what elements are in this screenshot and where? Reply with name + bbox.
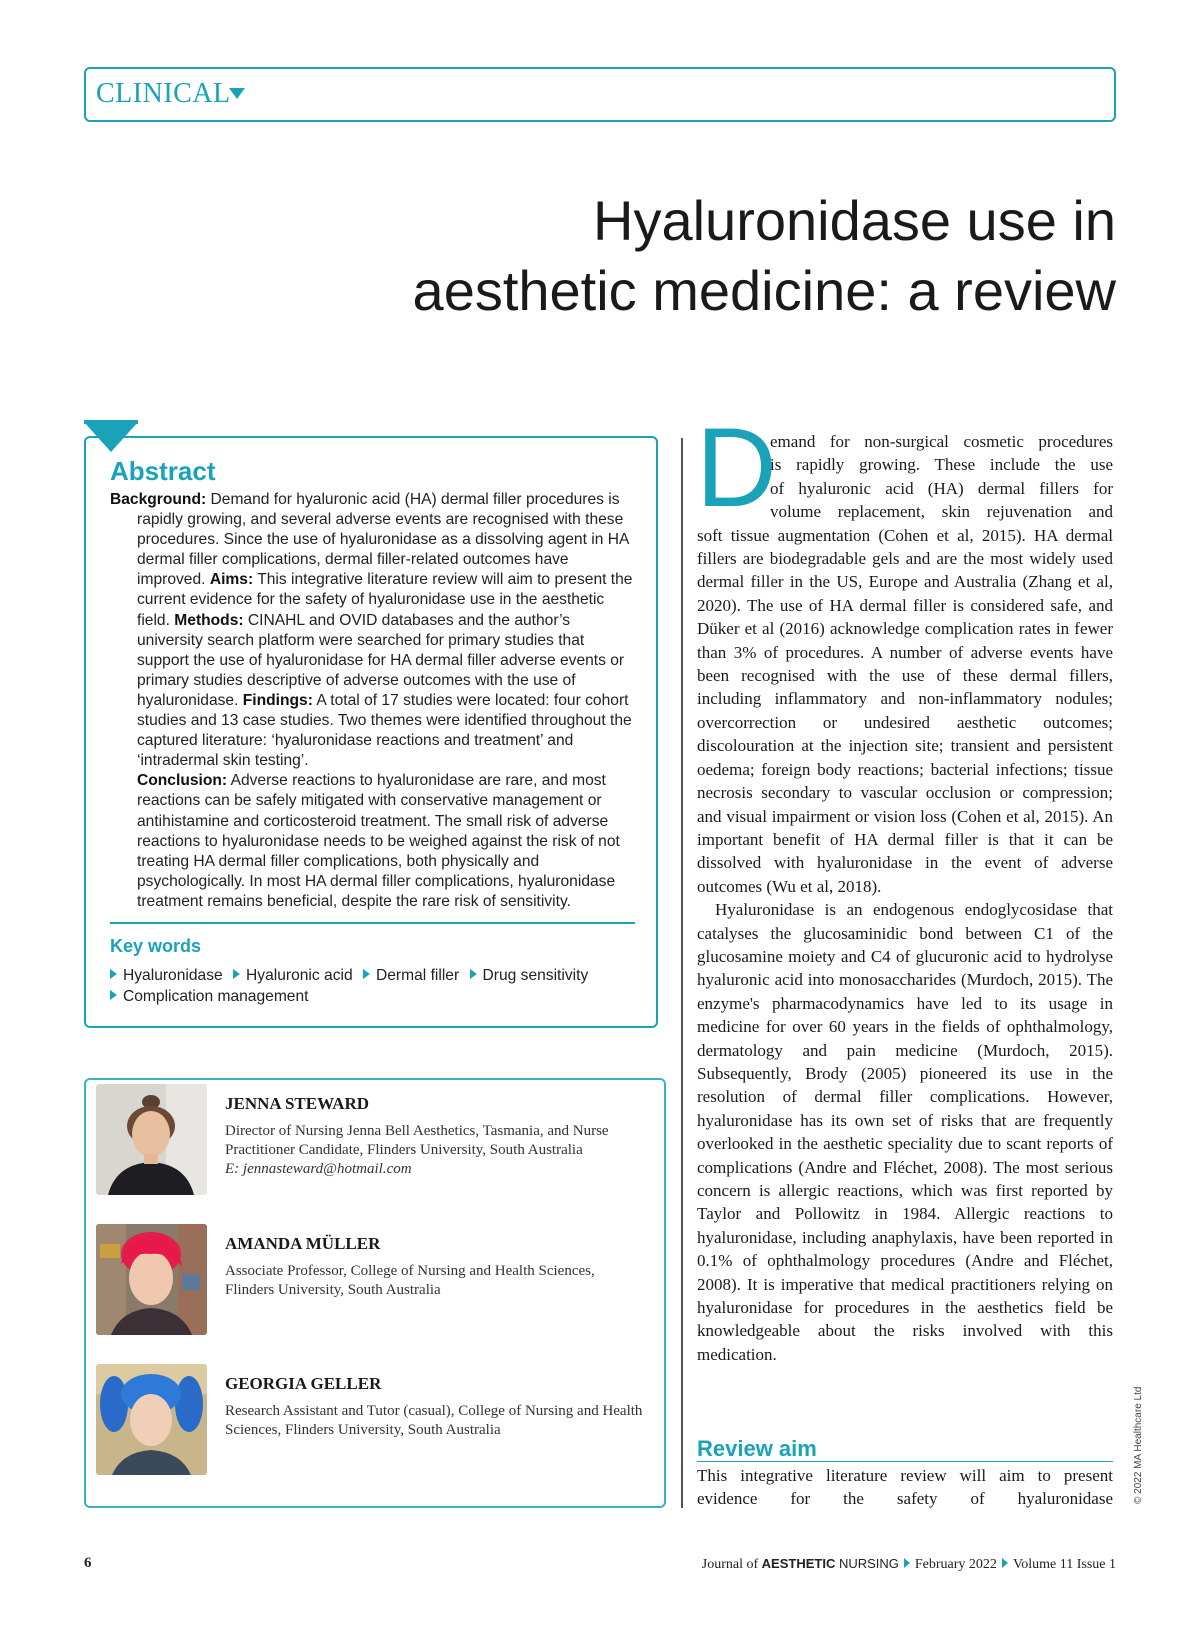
body-lead-line: volume replacement, skin rejuvenation and [770,502,1113,522]
drop-cap: D [696,405,777,530]
issue-volume: Volume 11 Issue 1 [1012,1557,1116,1572]
findings-text: A total of 17 studies were located: four cohort studies and 13 case studies. Two themes were identified throughout the captured literature: ‘hyaluronidase reactions and treatment’ and ‘intradermal skin testing’. [137,691,632,770]
article-body [697,430,1113,1366]
aims-label: Aims: [209,571,254,589]
triangle-right-icon [233,969,240,979]
triangle-down-icon [84,422,138,452]
triangle-right-icon [110,990,117,1000]
keywords-list [110,965,635,1007]
author-photo [96,1084,207,1195]
body-lead-line: emand for non-surgical cosmetic procedures [770,432,1113,451]
review-aim-text: This integrative literature review will aim to present evidence for the safety of hyaluronidase [697,1466,1113,1509]
triangle-right-icon [110,969,117,979]
conclusion-label: Conclusion: [137,772,228,790]
methods-label: Methods: [174,611,244,629]
abstract-paragraph-conclusion [110,771,636,912]
author-photo [96,1364,207,1475]
author-affiliation: Director of Nursing Jenna Bell Aesthetics, Tasmania, and Nurse Practitioner Candidate, Flinders University, South Australia E: jennasteward@hotmail.com [225,1123,609,1177]
background-label: Background: [110,491,207,508]
triangle-down-icon [229,88,245,99]
author-photo [96,1224,207,1335]
methods-text: CINAHL and OVID databases and the author’s university search platform were searched for primary studies that support the use of hyaluronidase for HA dermal filler adverse events or primary studies descriptive of adverse outcomes with the use of hyaluronidase. [137,611,625,709]
author-affiliation: Associate Professor, College of Nursing and Health Sciences, Flinders University, South Australia [225,1263,595,1298]
author-email: E: jennasteward@hotmail.com [225,1161,412,1177]
background-text: Demand for hyaluronic acid (HA) dermal filler procedures is rapidly growing, and several adverse events are recognised with these procedures. Since the use of hyaluronidase as a dissolving agent in HA dermal filler complications, dermal filler-related outcomes have improved. [137,491,629,589]
author-affiliation: Research Assistant and Tutor (casual), College of Nursing and Health Sciences, Flinders University, South Australia [225,1403,643,1438]
journal-name-bold: AESTHETIC [761,1556,836,1571]
copyright-notice: © 2022 MA Healthcare Ltd [1133,1386,1144,1504]
abstract-paragraph-main [110,490,636,771]
body-paragraph: soft tissue augmentation (Cohen et al, 2015). HA dermal fillers are biodegradable gels and are the most widely used dermal filler in the US, Europe and Australia (Zhang et al, 2020). The use of HA dermal filler is considered safe, and Düker et al (2016) acknowledge complication rates in fewer than 3% of procedures. A number of adverse events have been recognised with the use of these dermal fillers, including inflammatory and non-inflammatory nodules; overcorrection or undesired aesthetic outcomes; discolouration at the injection site; transient and persistent oedema; foreign body reactions; bacterial infections; tissue necrosis secondary to vascular occlusion or compression; and visual impairment or vision loss (Cohen et al, 2015). An important benefit of HA dermal filler is that it can be dissolved with hyaluronidase in the event of adverse outcomes (Wu et al, 2018). [697,525,1113,896]
body-lead-line: of hyaluronic acid (HA) dermal fillers for [770,478,1113,498]
aims-text: This integrative literature review will aim to present the current evidence for the safety of hyaluronidase use in the aesthetic field. [137,571,633,629]
keyword-item: Dermal filler [363,965,459,986]
author-name: GEORGIA GELLER [225,1374,382,1393]
keyword-item: Hyaluronic acid [233,965,353,986]
section-label: CLINICAL [96,78,231,109]
triangle-right-icon [1002,1558,1008,1568]
body-paragraph: Hyaluronidase is an endogenous endoglycosidase that catalyses the glucosaminidic bond between C1 of the glucosamine moiety and C4 of glucuronic acid to hydrolyse hyaluronic acid into monosaccharides (Murdoch, 2015). The enzyme's pharmacodynamics have led to its usage in medicine for over 60 years in the fields of ophthalmology, dermatology and pain medicine (Murdoch, 2015). Subsequently, Brody (2005) pioneered its use in the resolution of dermal filler complications. However, hyaluronidase has its own set of risks that are frequently overlooked in the aesthetic speciality due to scant reports of complications (Andre and Fléchet, 2008). The most serious concern is allergic reactions, which was first reported by Taylor and Pollowitz in 1984. Allergic reactions to hyaluronidase, including anaphylaxis, have been reported in 0.1% of ophthalmology procedures (Andre and Fléchet, 2008). It is imperative that medical practitioners relying on hyaluronidase for procedures in the aesthetics field be knowledgeable about the risks involved with this medication. [697,900,1113,1364]
article-title: Hyaluronidase use in aesthetic medicine: a review [412,189,1116,322]
page-number: 6 [84,1555,92,1571]
keywords-divider [110,922,635,924]
keyword-item: Hyaluronidase [110,965,223,986]
column-divider [681,438,683,1508]
section-header [84,67,1116,122]
review-aim-heading: Review aim [697,1436,1113,1462]
journal-footer [702,1556,1116,1573]
conclusion-text: Adverse reactions to hyaluronidase are rare, and most reactions can be safely mitigated with conservative management or antihistamine and corticosteroid treatment. The small risk of adverse reactions to hyaluronidase needs to be weighed against the risk of not treating HA dermal filler complications, both physically and psychologically. In most HA dermal filler complications, hyaluronidase treatment remains beneficial, despite the rare risk of sensitivity. [137,772,620,910]
body-lead-line: is rapidly growing. These include the use [770,455,1113,475]
author-name: AMANDA MÜLLER [225,1234,381,1253]
keyword-item: Complication management [110,986,309,1007]
triangle-right-icon [363,969,370,979]
journal-prefix: Journal of [701,1557,762,1572]
triangle-right-icon [470,969,477,979]
issue-date: February 2022 [914,1557,997,1572]
keywords-heading: Key words [110,936,202,956]
triangle-right-icon [904,1558,910,1568]
keyword-item: Drug sensitivity [470,965,589,986]
journal-name-end: NURSING [835,1556,899,1571]
abstract-heading: Abstract [110,456,216,486]
findings-label: Findings: [242,691,313,709]
abstract-body [110,490,636,912]
author-name: JENNA STEWARD [225,1094,370,1113]
